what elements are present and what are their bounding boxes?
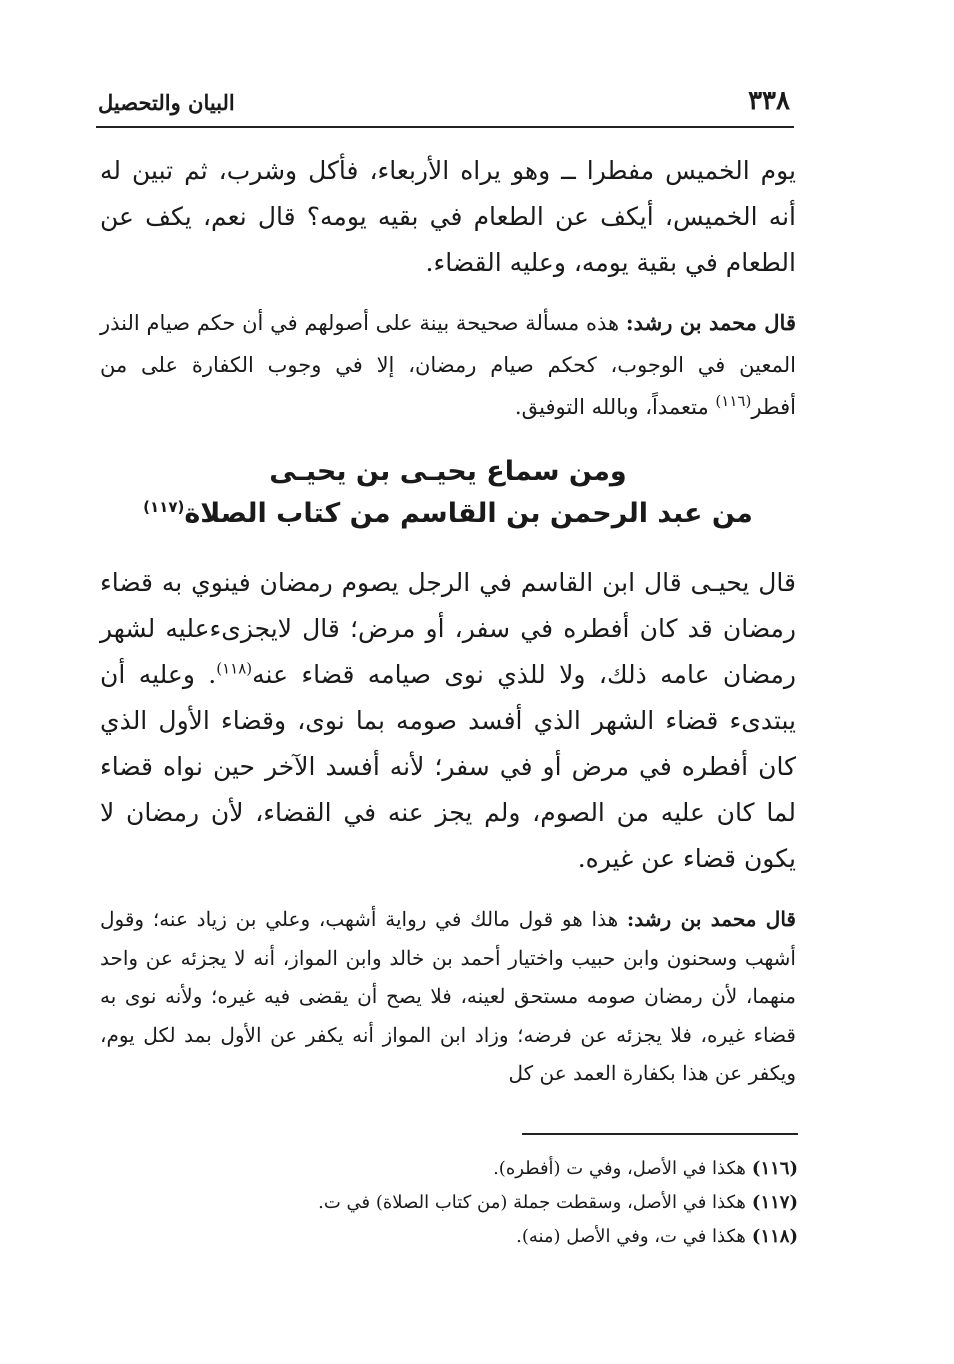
footnote-divider [522,1133,798,1135]
speaker-label: قال محمد بن رشد: [626,907,796,931]
footnote-reference: (١١٦) [715,392,752,410]
paragraph-text: قال يحيـى قال ابن القاسم في الرجل يصوم رمضان فينوي به قضاء رمضان قد كان أفطره في سفر، أو مرض؛ قال لايجزىءعليه لشهر رمضان عامه ذلك، ولا للذي نوى صيامه قضاء عنه [100,568,796,689]
page-number: ٣٣٨ [748,86,790,116]
footnotes [250,1152,798,1254]
paragraph-text: متعمداً، وبالله التوفيق. [514,395,716,419]
running-title: البيان والتحصيل [98,90,235,115]
footnote-number: (١١٧) [751,1192,798,1213]
paragraph-4 [100,900,796,1093]
footnote-text: هكذا في الأصل، وسقطت جملة (من كتاب الصلاة) في ت. [318,1192,746,1213]
footnote-text: هكذا في ت، وفي الأصل (منه). [516,1226,746,1247]
paragraph-1: يوم الخميس مفطرا ــ وهو يراه الأربعاء، فأكل وشرب، ثم تبين له أنه الخميس، أيكف عن الطعام في بقيه يومه؟ قال نعم، يكف عن الطعام في بقية يومه، وعليه القضاء. [100,156,796,277]
footnote-reference: (١١٧) [143,498,185,516]
section-heading-line-1: ومن سماع يحيـى بن يحيـى [269,456,627,487]
page-body [100,148,796,1093]
footnote-number: (١١٦) [751,1158,798,1179]
footnote-item [250,1220,798,1254]
section-heading-line-2 [100,492,796,536]
paragraph-text: هذا هو قول مالك في رواية أشهب، وعلي بن زياد عنه؛ وقول أشهب وسحنون وابن حبيب واختيار أحمد بن خالد وابن المواز، أنه لا يجزئه عن واحد منهما، لأن رمضان صومه مستحق لعينه، فلا يصح أن يقضى فيه غيره؛ ولأنه نوى به قضاء غيره، فلا يجزئه عن فرضه؛ وزاد ابن المواز أنه يكفر عن الأول بمد لكل يوم، ويكفر عن هذا بكفارة العمد عن كل [100,907,796,1085]
paragraph-3 [100,560,796,882]
footnote-reference: (١١٨) [216,659,253,678]
footnote-item [250,1152,798,1186]
footnote-number: (١١٨) [751,1226,798,1247]
paragraph-text: هذه مسألة صحيحة بينة على أصولهم في أن حكم صيام النذر المعين في الوجوب، كحكم صيام رمضان، إلا في وجوب الكفارة على من أفطر [100,311,796,419]
footnote-item [250,1186,798,1220]
heading-text: من عبد الرحمن بن القاسم من كتاب الصلاة [184,498,753,529]
footnote-text: هكذا في الأصل، وفي ت (أفطره). [493,1158,746,1179]
paragraph-2 [100,302,796,428]
page-header [96,80,794,128]
paragraph-text: . وعليه أن يبتدىء قضاء الشهر الذي أفسد صومه بما نوى، وقضاء الأول الذي كان أفطره في مرض أو في سفر؛ لأنه أفسد الآخر حين نواه قضاء لما كان عليه من الصوم، ولم يجز عنه في القضاء، لأن رمضان لا يكون قضاء عن غيره. [100,660,796,873]
speaker-label: قال محمد بن رشد: [625,310,796,335]
